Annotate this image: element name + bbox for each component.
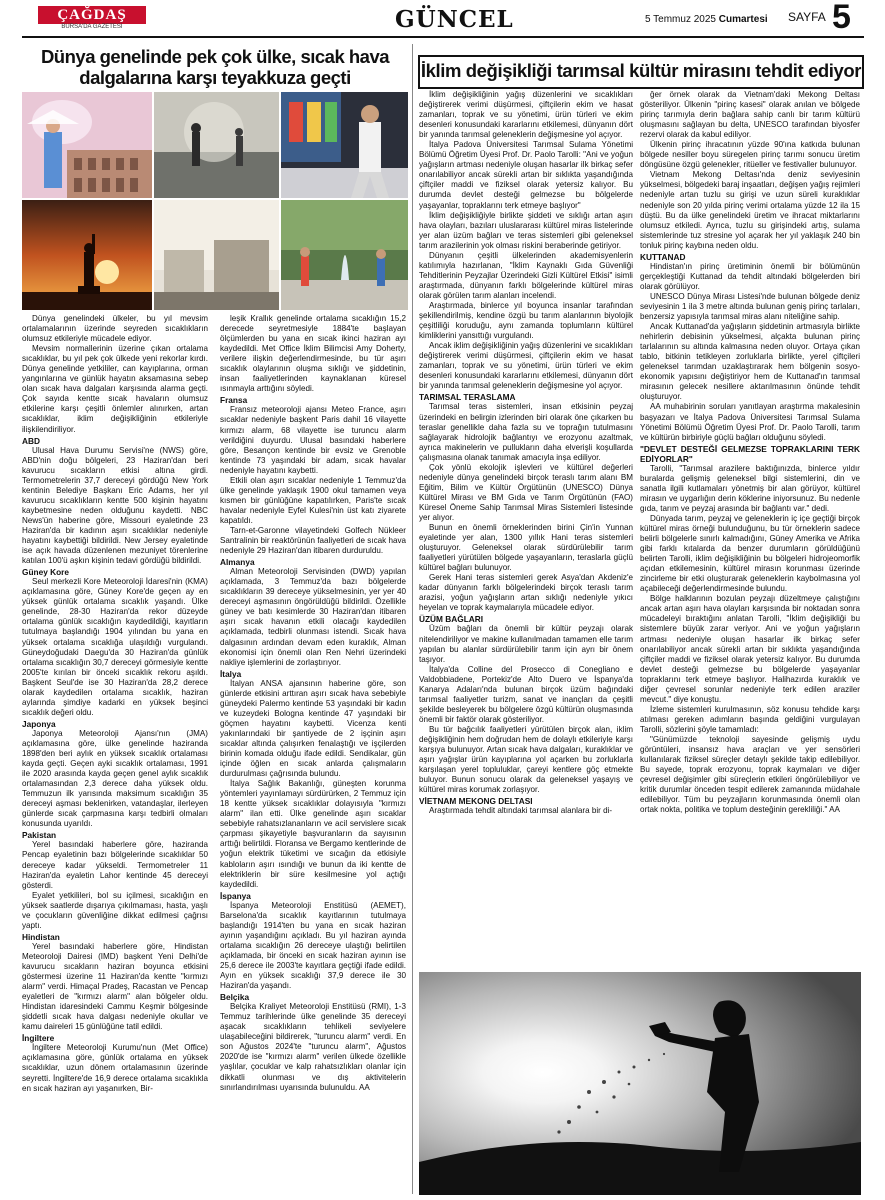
- paragraph: İzleme sistemleri kurulmasının, söz konusu tehdide karşı atılması gereken adımların başında geldiğini vurgulayan Tarolli, sözlerini şöyle tamamladı:: [640, 704, 860, 734]
- issue-date: [645, 14, 768, 25]
- paragraph: Yerel basındaki haberlere göre, Hindistan Meteoroloji Dairesi (IMD) başkent Yeni Delhi'de kavurucu sıcakların haziran boyunca etkisini göstermesi üzerine 11 Haziran'da kentte "kırmızı alarm" verdi. Himaçal Pradeş, Racastan ve Pencap eyaletleri de "kırmızı alarm" alan bölgeler oldu. Hindistan idaresindeki Cammu Keşmir bölgesinde şiddetli sıcak hava dalgası nedeniyle okullar ve kamu daireleri 15 günlüğüne tatil edildi.: [22, 941, 208, 1032]
- farmer-sunset-photo: [419, 972, 861, 1195]
- paragraph: Belçika Kraliyet Meteoroloji Enstitüsü (RMI), 1-3 Temmuz tarihlerinde ülke genelinde 35 dereceyi aşacak sıcaklıkların tehlikeli seviyelere ulaşabileceğini bildirerek, "turuncu alarm" verdi. En son Ağustos 2024'te "turuncu alarm", Ağustos 2020'de ise "kırmızı alarm" verilen ülkede özellikle yaşlılar, çocuklar ve kalp rahatsızlıkları olanlar için dikkatli olunması ve dış aktivitelerin sınırlandırılması uyarısında bulunuldu. AA: [220, 1002, 406, 1092]
- photo-collage: [22, 92, 408, 310]
- paragraph: Dünyada tarım, peyzaj ve geleneklerin iç içe geçtiği birçok kültürel miras örneği bulunduğunu, bu tür örneklerin sadece belirli bölgelerle sınırlı kalmadığını, Güney Amerika ve Afrika gibi farklı kıtalarda da benzer durumların görüldüğünü belirten Tarolli, iklim değişikliğinin bu bölgeleri hidrojeomorfik açıdan etkilemesinin, kültürel mirasın korunması üzerinde zincirleme bir etki oluşturarak geleneklerin kaybolmasına yol açabileceği değerlendirmesinde bulundu.: [640, 513, 860, 594]
- header-rule: [22, 36, 864, 38]
- subheading: İtalya: [220, 668, 242, 679]
- subheading: ABD: [22, 435, 40, 446]
- paragraph: Araştırmada tehdit altındaki tarımsal alanlara bir di-: [429, 806, 613, 816]
- section-title: GÜNCEL: [395, 6, 514, 33]
- subheading: İngiltere: [22, 1033, 55, 1044]
- paragraph: İtalya Padova Üniversitesi Tarımsal Sulama Yönetimi Bölümü Öğretim Üyesi Prof. Dr. Paolo Tarolli: "Ani ve yoğun yağışların artması nedeniyle oluşan hasarlar ilk birkaç sefer onarılabiliyor ancak sürekli artan bir sıklıkta yaşandığında çiftçiler maddi ve fiziksel olarak yetersiz kalıyor. Bu durumda devlet desteği gelmezse bu bölgelerde yaşayanlar, topraklarını terk etmeye başlıyor": [419, 140, 633, 210]
- paragraph: Gerek Hani teras sistemleri gerek Asya'dan Akdeniz'e kadar dünyanın farklı bölgelerindeki birçok teraslı tarım arazisi, yoğun yağışların artan sıklığı nedeniyle yıkıcı heyelan ve toprak kaymalarıyla mücadele ediyor.: [419, 573, 633, 613]
- paragraph: İspanya Meteoroloji Enstitüsü (AEMET), Barselona'da sıcaklık kayıtlarının tutulmaya başlandığı 1914'ten bu yana en sıcak haziran ayının yaşandığını açıkladı. Bu yıl haziran ayında ortalama sıcaklığın 26 dereceye ulaştığı belirtilen açıklamada, bir önceki en sıcak haziran ayının ise 25,6 derece ile 2003'te kayıtlara geçtiği ifade edildi. Ayın en yüksek sıcaklığı 37,9 derece ile 30 Haziran'da yaşandı.: [220, 900, 406, 991]
- subheading: İspanya: [220, 890, 251, 901]
- paragraph: Japonya Meteoroloji Ajansı'nın (JMA) açıklamasına göre, ülke genelinde haziranda 1898'den beri aylık en yüksek sıcaklık ortalaması kayda geçti. Geçen ayki sıcaklık ortalaması, 1991 ile 2020 arasında kayda geçen genel aylık sıcaklık ortalamasından 2,3 derece daha yüksek oldu. Temmuzun ilk yarısında maksimum sıcaklığın 35 dereceyi aşması beklenirken, vatandaşlar, ilerleyen günlerde sıcak çarpmasına karşı tedbirli olmaları konusunda uyarıldı.: [22, 728, 208, 829]
- paragraph: leşik Krallık genelinde ortalama sıcaklığın 15,2 derecede seyretmesiyle 1884'te başlayan ölçümlerden bu yana en sıcak ikinci haziran ayı kaydedildi. Met Office İklim Bilimcisi Amy Doherty, verilere ilişkin değerlendirmesinde, bu tür aşırı sıcaklık olaylarının oluşma sıklığı ve şiddetinin, insan faaliyetlerinden kaynaklanan küresel ısınmayla arttığını söyledi.: [220, 314, 406, 394]
- paragraph: Seul merkezli Kore Meteoroloji İdaresi'nin (KMA) açıklamasına göre, Güney Kore'de geçen ay en yüksek günlük ortalama sıcaklık yaşandı. Ülke genelinde, 28-30 Haziran'da rekor düzeyde ortalama günlük sıcaklığın kaydedildiği, kayıtların tutulmaya başlandığı 1904 yılından bu yana en yüksek ortalama sıcaklığa ulaşıldığı vurgulandı. Güneydoğudaki Daegu'da 30 Haziran'da günlük ortalama sıcaklığın 30,7 dereceyi görmesiyle kentte 2005'te kırılan bir önceki sıcaklık rekoru aşıldı. Başkent Seul'de ise 30 Haziran'da 28,2 derece olarak kaydedilen ortalama sıcaklık, haziran aylarında şimdiye kadarki en yüksek beşinci sıcaklık değeri oldu.: [22, 577, 208, 717]
- statue-of-liberty-photo: [22, 200, 152, 310]
- paragraph: AA muhabirinin soruları yanıtlayan araştırma makalesinin başyazarı ve İtalya Padova Üniversitesi Tarımsal Sulama Yönetimi Bölümü Öğretim Üyesi Prof. Dr. Paolo Tarolli, tarım ve kültürün birbiriyle güçlü bağları olduğunu söyledi.: [640, 402, 860, 442]
- paragraph: Mevsim normallerinin üzerine çıkan ortalama sıcaklıklar, bu yıl pek çok ülkede yeni rekorlar kırdı. Dünya genelinde yetkililer, can kayıplarına, orman yangınlarına ve günlük hayatın aksamasına sebep olan sıcak hava dalgaları karşısında alarma geçti. Çok sayıda kentte sıcak havaların olumsuz etkilerine karşı çeşitli önlemler alınırken, artan sıcaklıklar, iklim değişikliğinin etkileriyle ilişkilendiriliyor.: [22, 344, 208, 434]
- subheading: Fransa: [220, 395, 248, 406]
- paragraph: İklim değişikliğinin yağış düzenlerini ve sıcaklıkları değiştirerek verimi düşürmesi, çiftçilerin ekim ve hasat zamanları, toprak ve su yönetimi, ürün türleri ve ekim desenleri konusundaki kararlarını etkilemesi, dünyanın dört bir yanında tarımsal geleneklerin değişmesine yol açıyor.: [419, 90, 633, 140]
- paragraph: İtalyan ANSA ajansının haberine göre, son günlerde etkisini arttıran aşırı sıcak hava sebebiyle güneydeki Palermo kentinde 53 yaşındaki bir kadın ve kuzeydeki Bologna kentinde 47 yaşındaki bir göçmen hayatını kaybetti. Vicenza kenti yakınlarındaki bir şantiyede de 2 işçinin aşırı sıcaklar altında çalışırken fenalaştığı ve işçilerden birinin komada olduğu ifade edildi. Sendikalar, gün içinde öğlen en sıcak anlarda çalışmaların durdurulması çağrısında bulundu.: [220, 678, 406, 779]
- subheading: Güney Kore: [22, 567, 70, 578]
- paragraph: Yerel basındaki haberlere göre, haziranda Pencap eyaletinin bazı bölgelerinde sıcaklıklar 50 dereceye kadar yükseldi. Termometreler 11 Haziran'da eyaletin Lahor kentinde 45 dereceyi gösterdi.: [22, 840, 208, 890]
- paragraph: Tarn-et-Garonne vilayetindeki Golfech Nükleer Santralinin bir reaktörünün faaliyetleri de sıcak hava nedeniyle 29 Haziran'dan itibaren durduruldu.: [220, 525, 406, 556]
- subheading: Japonya: [22, 718, 56, 729]
- day-text: Cumartesi: [718, 14, 768, 25]
- paragraph: İtalya'da Colline del Prosecco di Conegliano e Valdobbiadene, Portekiz'de Alto Duero ve İspanya'da Kanarya Adaları'nda bulunan birçok üzüm bağındaki tarımsal faaliyetler turizm, sanat ve inançları da çeşitli şekilde besleyerek bu bölgelere özgü kültürün oluşmasında önemli bir faktör olarak gösteriliyor.: [419, 664, 633, 724]
- paragraph: Ulusal Hava Durumu Servisi'ne (NWS) göre, ABD'nin doğu bölgeleri, 23 Haziran'dan beri kavurucu sıcakların etkisi altına girdi. Termometrelerin 37,7 dereceyi gördüğü New York kentinin Belediye Başkanı Eric Adams, her yıl kavurucu sıcaklıkların kentte 500 kişinin hayatını kaybetmesine neden olduğunu kaydetti. NBC News'ün haberine göre, Missouri eyaletinde 23 Haziran'da bir kadının aşırı sıcaklıklar nedeniyle hayatını kaybettiği bildirildi. New Jersey eyaletinde ise açık havada düzenlenen mezuniyet törenlerine katılan 100'ü aşkın kişinin tedavi gördüğü bildirildi.: [22, 445, 208, 566]
- subheading: KUTTANAD: [640, 251, 686, 262]
- date-text: 5 Temmuz 2025: [645, 14, 716, 25]
- paragraph: Tarolli, "Tarımsal arazilere baktığınızda, binlerce yıldır buralarda gelişmiş geleneksel bilgi sistemlerini, din ve sanatla ilgili kutlamaları yönetmiş bir alan görüyor, kültürel mirasın ve uygarlığın derin köklerine iniyorsunuz. Bu nedenle gıda, tarım ve peyzaj arasında bir bağlantı var." dedi.: [640, 463, 860, 513]
- logo-text: ÇAĞDAŞ: [38, 6, 146, 24]
- logo-subtitle: BURSA'DA GAZETESİ: [61, 24, 123, 30]
- subheading: Pakistan: [22, 830, 57, 841]
- paragraph: Hindistan'ın pirinç üretiminin önemli bir bölümünün gerçekleştiği Kuttanad da tehdit altındaki bölgelerden biri olarak görülüyor.: [640, 261, 860, 291]
- newspaper-logo[interactable]: [38, 6, 146, 32]
- paragraph: Vietnam Mekong Deltası'nda deniz seviyesinin yükselmesi, bölgedeki baraj inşaatları, değişen yağış rejimleri nedeniyle artan tuzlu su girişi ve uzun süreli kuraklıklar nedeniyle son 20 yılda pirinç verimi ortalama yüzde 12 ila 15 düştü. Bu da ülke genelindeki üretim ve ihracat miktarlarını olumsuz etkiledi. Ayrıca, tuzlu su girişindeki artış, sulama sistemlerinde tuz stresine yol açarak her yıl yaklaşık 240 bin tonluk pirinç kaybına neden oldu.: [640, 170, 860, 250]
- subheading: "DEVLET DESTEĞİ GELMEZSE TOPRAKLARINI TERK EDİYORLAR": [640, 443, 860, 464]
- paragraph: ğer örnek olarak da Vietnam'daki Mekong Deltası gösteriliyor. Ülkenin "pirinç kasesi" olarak anılan ve bölgede pirinç tarımıyla derin bağlara sahip canlı bir tarım kültürü oluşmasını sağlayan bu delta, UNESCO tarafından biyosfer rezervi olarak da kabul ediliyor.: [640, 90, 860, 140]
- paragraph: İngiltere Meteoroloji Kurumu'nun (Met Office) açıklamasına göre, günlük ortalama en yüksek sıcaklıklar, uzun dönem ortalamasının üzerinde seyretti. İngiltere'de 16,9 derece ortalama sıcaklıkla en sıcak haziran ayı yaşanırken, Bir-: [22, 1043, 208, 1093]
- sunset-skyline-photo: [154, 200, 279, 310]
- subheading: Belçika: [220, 992, 250, 1003]
- street-photo: [154, 92, 279, 198]
- paragraph: Fransız meteoroloji ajansı Meteo France, aşırı sıcaklar nedeniyle başkent Paris dahil 16 vilayette kırmızı alarm, 68 vilayette ise turuncu alarm verildiğini duyurdu. Ulusal basındaki haberlere göre, Besançon kentinde bir evsiz ve Grenoble kentinde 73 yaşındaki bir adam, sıcak havalar nedeniyle hayatını kaybetti.: [220, 405, 406, 475]
- fountain-photo: [281, 200, 408, 310]
- right-column-2: [640, 90, 860, 815]
- paragraph: Dünya genelindeki ülkeler, bu yıl mevsim ortalamalarının üzerinde seyreden sıcaklıkların olumsuz etkileriyle mücadele ediyor.: [22, 314, 208, 344]
- paragraph: Ülkenin pirinç ihracatının yüzde 90'ına katkıda bulunan bölgede nesiller boyu süregelen pirinç tarımı sonucu üretim döngüsüne özgü gelenekler, ritüeller ve festivaller bulunuyor.: [640, 140, 860, 170]
- paragraph: Ancak iklim değişikliğinin yağış düzenlerini ve sıcaklıkları değiştirerek verimi düşürmesi, çiftçilerin ekim ve hasat zamanları, toprak ve su yönetimi, ürün türleri ve ekim desenleri konusundaki kararlarını etkilemesi, dünyanın dört bir yanında tarımsal geleneklerin değişmesine yol açıyor.: [419, 341, 633, 391]
- column-divider: [412, 44, 413, 1194]
- paragraph: Etkili olan aşırı sıcaklar nedeniyle 1 Temmuz'da ülke genelinde yaklaşık 1900 okul tamamen veya kısmen bir günlüğüne kapatılırken, Paris'te sıcak havalar nedeniyle Eyfel Kulesi'nin üst katı ziyarete kapatıldı.: [220, 475, 406, 525]
- paragraph: Ancak Kuttanad'da yağışların şiddetinin artmasıyla birlikte nehirlerin debisinin yükselmesi, alçakta bulunan pirinç tarlalarının su altında kalmasına neden oluyor. Ortaya çıkan tablo, bitkinin tetikleyen zorluklarla birlikte, yerel çiftçileri geleneksel tarımdan uzaklaştırarak hem bölgenin sosyo-ekonomik yapısını değiştiriyor hem de Kuttanad'ın tarımsal mirasının gelecek nesillere aktarılmasının önünde tehdit oluşturuyor.: [640, 322, 860, 402]
- paragraph: İtalya Sağlık Bakanlığı, güneşten korunma yöntemleri yayınlamayı sürdürürken, 2 Temmuz için 18 kentte yüksek sıcaklıklar dolayısıyla "kırmızı alarm" ilan etti. Ülke genelinde aşırı sıcaklar sebebiyle rahatsızlananların ve acil servislere sıcak çarpması şikayetiyle başvuranların da sayısının arttığı belirtildi. Floransa ve Bergamo kentlerinde de yoğun elektrik tüketimi ve sıcağın da etkisiyle kabloların aşırı ısındığı ve bunun da iki kentte de elektriklerin bir süre kesilmesine yol açtığı kaydedildi.: [220, 779, 406, 889]
- paragraph: Çok yönlü ekolojik işlevleri ve kültürel değerleri nedeniyle dünya genelindeki birçok teraslı tarım alanı BM Eğitim, Bilim ve Kültür Örgütünün (UNESCO) Dünya Kültürel Mirası ve BM Gıda ve Tarım Örgütünün (FAO) Küresel Öneme Sahip Tarımsal Miras Sistemleri listesinde yer alıyor.: [419, 462, 633, 522]
- paragraph: Alman Meteoroloji Servisinden (DWD) yapılan açıklamada, 3 Temmuz'da bazı bölgelerde sıcaklıkların 39 dereceye yükselmesinin, yer yer 40 dereceyi aşmasının öngörüldüğü bildirildi. Özellikle güney ve batı kesimlerde 30 Haziran'dan itibaren aşırı sıcak havanın etkili olacağı kaydedilen açıklamada, tedbirli olunması istendi. Sıcak hava dalgasının ardından devam eden kuraklık, Alman ekonomisi için önemli olan Ren Nehri üzerindeki nakliye işlemlerini de zorlaştırıyor.: [220, 567, 406, 667]
- left-column-1: [22, 314, 208, 1094]
- woman-fan-photo: [281, 92, 408, 198]
- paragraph: "Günümüzde teknoloji sayesinde gelişmiş uydu görüntüleri, insansız hava araçları ve yer sensörleri kullanılarak fiziksel süreçler detaylı şekilde takip edilebiliyor. Bu sayede, toprak erozyonu, toprak kaymaları ve diğer çevresel değişimler gibi süreçlerin etkileri öngörülebiliyor ve kritik durumlar önceden tespit edilerek zamanında müdahale edilebiliyor. Tüm bu peyzajların korunmasında önemli olan ortak nokta, politika ve toplum desteğinin gerekliliği." AA: [640, 735, 860, 815]
- paragraph: Bölge halklarının bozulan peyzajı düzeltmeye çalıştığını ancak artan aşırı hava olayları karşısında bir noktadan sonra mücadeleyi bıraktığını anlatan Tarolli, "İklim değişikliği bu sistemlere büyük zarar veriyor. Ani ve yoğun yağışların artması nedeniyle oluşan hasarlar ilk birkaç sefer onarılabiliyor ancak sürekli artan bir sıklıkta yaşandığında çiftçiler maddi ve fiziksel olarak yetersiz kalıyor. Bu durumda devlet desteği gelmezse bu bölgelerde yaşayanlar topraklarını terk etmeye başlıyor. Halihazırda kuraklık ve diğer çevresel sorunlar nedeniyle terk edilen araziler mevcut." diye konuştu.: [640, 594, 860, 704]
- page-number: 5: [832, 0, 851, 36]
- left-article-title: Dünya genelinde pek çok ülke, sıcak hava dalgalarına karşı teyakkuza geçti: [40, 46, 390, 88]
- right-column-1: [419, 90, 633, 816]
- right-article-title: İklim değişikliği tarımsal kültür mirasını tehdit ediyor: [420, 60, 862, 81]
- masthead: [0, 0, 885, 38]
- paragraph: Eyalet yetkilileri, bol su içilmesi, sıcaklığın en yüksek saatlerde dışarıya çıkılmaması, hasta, yaşlı ve çocukların güvenliğine dikkat edilmesi çağrısı yaptı.: [22, 890, 208, 930]
- paragraph: Dünyanın çeşitli ülkelerinden akademisyenlerin katılımıyla hazırlanan, "İklim Kaynaklı Gıda Güvenliği Tehditlerinin Peyzajlar Üzerindeki Gizli Kültürel Etkisi" isimli araştırmada, dünyanın farklı bölgelerinde kültürel miras olarak görülen tarım alanları incelendi.: [419, 250, 633, 300]
- paragraph: Araştırmada, binlerce yıl boyunca insanlar tarafından şekillendirilmiş, kendine özgü bu tarım alanlarının biyolojik çeşitliliği koruduğu, aynı zamanda toplumların kültürel kimliklerini yansıttığı vurgulandı.: [419, 300, 633, 341]
- paragraph: UNESCO Dünya Mirası Listesi'nde bulunan bölgede deniz seviyesinin 1 ila 3 metre altında bulunan geniş pirinç tarlaları, benzersiz yapısıyla tarımsal miras alanı niteliğine sahip.: [640, 291, 860, 322]
- right-title-box: [418, 55, 864, 89]
- paragraph: Tarımsal teras sistemleri, insan etkisinin peyzaj üzerindeki en belirgin izlerinden biri olarak öne çıkarken bu teraslar genellikle daha fazla su ve toprağın tutulmasını sağlayarak hidrolojik bağlantıyı ve erozyonu azaltmak, ayrıca makinelerin ve pullukların daha elverişli koşullarda çalışmasına olanak tanımak amacıyla inşa ediliyor.: [419, 402, 633, 462]
- subheading: VİETNAM MEKONG DELTASI: [419, 796, 533, 807]
- paragraph: İklim değişikliğiyle birlikte şiddeti ve sıklığı artan aşırı hava olayları, bazıları uluslararası kültürel miras listelerinde yer alan üzüm bağları ve teras sistemleri gibi geleneksel tarım arazilerinin yok olması riskini beraberinde getiriyor.: [419, 210, 633, 250]
- colosseum-photo: [22, 92, 152, 198]
- paragraph: Üzüm bağları da önemli bir kültür peyzajı olarak nitelendiriliyor ve makine kullanılmadan tamamen elle tarım yapılan bu alanlar sürdürülebilir tarım için ayrı bir önem taşıyor.: [419, 624, 633, 664]
- paragraph: Bunun en önemli örneklerinden birini Çin'in Yunnan eyaletinde yer alan, 1300 yıllık Hani teras sistemleri oluşturuyor. Geleneksel olarak sürdürülebilir tarım faaliyetleri yürütülen bölgede yaşayanların, teraslarla güçlü kültürel bağları bulunuyor.: [419, 523, 633, 573]
- paragraph: Bu tür bağcılık faaliyetleri yürütülen birçok alan, iklim değişikliğinin hem doğrudan hem de dolaylı etkileriyle karşı karşıya bulunuyor. Artan sıcak hava dalgaları, kuraklıklar ve aşırı yağışlar ürün kayıplarına yol açarken bu zorluklarla karşılaşan yerel topluluklar, çareyi kentlere göç etmekte buluyor. Bunun sonucu olarak da geleneksel yaşayış ve kültürel miras korumak zorlaşıyor.: [419, 724, 633, 795]
- subheading: ÜZÜM BAĞLARI: [419, 614, 484, 625]
- subheading: TARIMSAL TERASLAMA: [419, 392, 516, 403]
- page-label: SAYFA: [788, 10, 826, 24]
- subheading: Hindistan: [22, 931, 60, 942]
- subheading: Almanya: [220, 557, 255, 568]
- left-column-2: [220, 314, 406, 1093]
